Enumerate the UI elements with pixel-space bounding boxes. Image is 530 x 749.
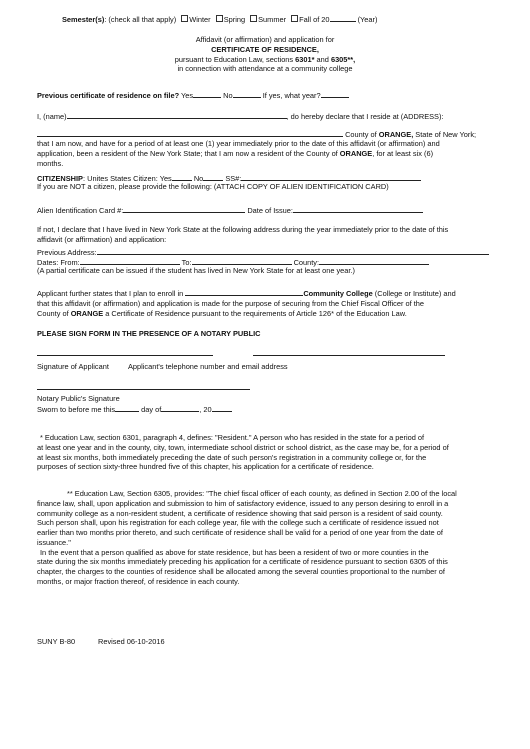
previous-no-label: No [223,91,233,100]
address-field[interactable] [37,128,343,137]
issue-date-field[interactable] [293,204,423,213]
semester-hint: : (check all that apply) [104,15,177,24]
date-from-field[interactable] [80,256,180,265]
fall-label: Fall of 20 [299,15,330,24]
county-label: County of [345,130,379,139]
name-row [37,110,444,122]
applicant-signature-field[interactable] [37,347,213,356]
previous-yes-label: Yes [181,91,194,100]
applicant-statement: Applicant further states that I plan to enroll in Community College (College or Institute) and that this affidavit (or affirmation) and application is made for the purpose of securing from the Chief Fiscal Officer of the County of ORANGE a Certificate of Residence pursuant to the requirements of Article 126* of the Education Law. [37,289,456,318]
notary-signature-label: Notary Public's Signature [37,394,120,403]
header-line1: Affidavit (or affirmation) and application for [195,35,335,44]
previous-label: Previous certificate of residence on file? [37,91,180,100]
sworn-month-field[interactable] [161,403,199,412]
previous-year-field[interactable] [321,89,349,98]
footnote-resident: * Education Law, section 6301, paragraph 4, defines: "Resident." A person who has resided in the state for a period of at least one year and in the county, city, town, intermediate school district or school district, as the case may be, for a period of at least six months, both immediately preceding the date of such person's registration in a community college or, for the purposes of section sixty-three hundred five of this chapter, his application for a certificate of residence. [37,433,449,472]
sworn-row: Sworn to before me this day of , 20 [37,403,232,415]
citizenship-note: If you are NOT a citizen, please provide the following: (ATTACH COPY OF ALIEN IDENTIFICATION CARD) [37,182,389,191]
notary-heading: PLEASE SIGN FORM IN THE PRESENCE OF A NOTARY PUBLIC [37,329,261,338]
semester-label: Semester(s) [62,15,105,24]
spring-checkbox[interactable] [216,15,223,22]
fall-year-field[interactable] [330,13,356,22]
citizenship-label: CITIZENSHIP [37,174,83,183]
county-name: ORANGE, [378,130,414,139]
citizenship-row: CITIZENSHIP: Unites States Citizen: Yes No SS#: [37,172,421,184]
fall-checkbox[interactable] [291,15,298,22]
college-field[interactable] [185,287,303,296]
header-line3: pursuant to Education Law, sections 6301* and 6305**, [174,54,356,64]
name-label: I, (name) [37,112,67,121]
address-row [37,128,476,140]
spring-label: Spring [223,15,246,24]
header-line4: in connection with attendance at a community college [177,64,353,74]
date-to-field[interactable] [192,256,292,265]
alien-id-field[interactable] [123,204,245,213]
revised-date: Revised 06-10-2016 [98,637,165,646]
previous-certificate-row [37,89,349,101]
state-label: State of New York; [413,130,477,139]
phone-email-field[interactable] [253,347,445,356]
year-label: (Year) [357,15,378,24]
partial-note: (A partial certificate can be issued if the student has lived in New York State for at least one year.) [37,266,355,275]
summer-checkbox[interactable] [250,15,257,22]
prior-address-paragraph: If not, I declare that I have lived in New York State at the following address during the year immediately prior to the date of this affidavit (or affirmation) and application: [37,225,449,244]
citizen-yes-field[interactable] [172,172,192,181]
prior-county-field[interactable] [319,256,429,265]
sworn-year-field[interactable] [212,403,232,412]
semester-row [62,13,377,25]
previous-address-field[interactable] [97,246,489,255]
applicant-signature-label: Signature of Applicant [37,362,109,371]
citizen-no-field[interactable] [203,172,223,181]
form-header [0,35,530,74]
residency-paragraph: that I am now, and have for a period of at least one (1) year immediately prior to the date of this affidavit (or affirmation) and application, been a resident of the New York State; that I am now a resident of the County of ORANGE, for at least six (6) months. [37,139,440,168]
form-title: CERTIFICATE OF RESIDENCE, [211,44,319,54]
previous-address-row: Previous Address: [37,246,489,258]
phone-email-label: Applicant's telephone number and email address [128,362,288,371]
footnote-6305: ** Education Law, Section 6305, provides: "The chief fiscal officer of each county, as defined in Section 2.00 of the local finance law, shall, upon application and submission to him of satisfactory evidence, issued to any person desiring to enroll in a community college as a non-resident student, a certificate of residence showing that said person is a resident of said county. Such person shall, upon his registration for each college year, file with the college such a certificate of residence issued not earlier than two months prior thereto, and such certificate of residence shall be valid for a period of one year from the date of issuance." In the event that a person qualified as above for state residence, but has been a resident of two or more counties in the state during the six months immediately preceding his application for a certificate of residence pursuant to section 6305 of this chapter, the charges to the counties of residence shall be allocated among the several counties proportional to the number of months, or major fraction thereof, of residence in each county. [37,489,457,586]
previous-no-field[interactable] [233,89,261,98]
name-field[interactable] [67,110,287,119]
ss-field[interactable] [241,172,421,181]
winter-checkbox[interactable] [181,15,188,22]
winter-label: Winter [189,15,211,24]
summer-label: Summer [258,15,287,24]
notary-signature-field[interactable] [37,381,250,390]
dates-row: Dates: From: To: County: [37,256,429,268]
alien-id-row: Alien Identification Card #: Date of Issue: [37,204,423,216]
previous-year-label: If yes, what year? [262,91,321,100]
previous-yes-field[interactable] [193,89,221,98]
reside-label: , do hereby declare that I reside at (ADDRESS): [286,112,444,121]
form-number: SUNY B-80 [37,637,76,646]
sworn-date-field[interactable] [115,403,139,412]
